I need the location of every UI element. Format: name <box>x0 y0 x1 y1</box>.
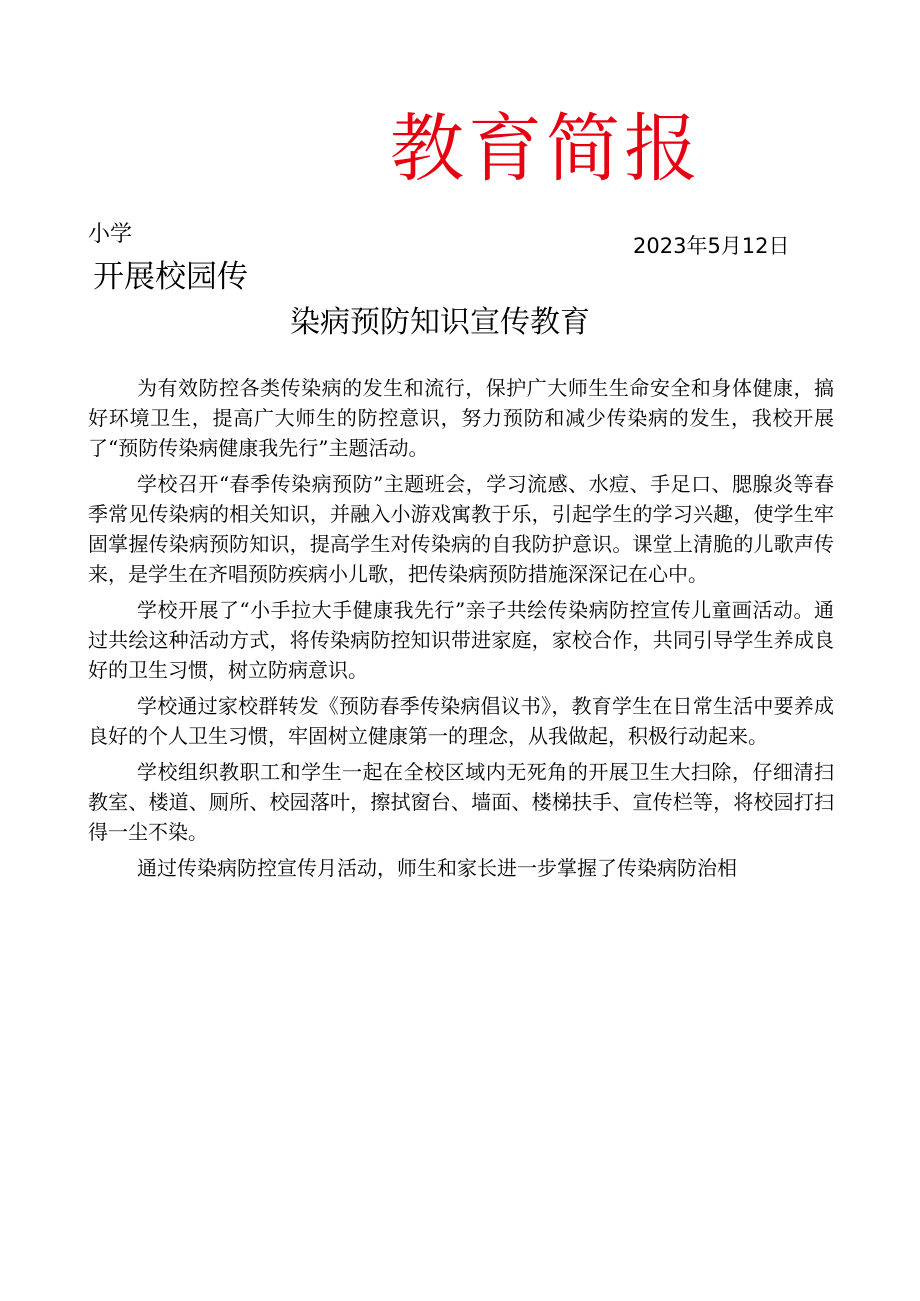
paragraph: 通过传染病防控宣传月活动，师生和家长进一步掌握了传染病防治相 <box>137 856 737 880</box>
issue-date: 2023年5月12日 <box>633 234 790 258</box>
paragraph: 学校通过家校群转发《预防春季传染病倡议书》，教育学生在日常生活中要养成良好的个人卫生习惯，牢固树立健康第一的理念，从我做起，积极行动起来。 <box>88 694 834 748</box>
article-body <box>88 373 834 889</box>
headline-line-2: 染病预防知识宣传教育 <box>290 305 590 340</box>
masthead-title: 教育简报 <box>390 106 702 192</box>
paragraph: 学校开展了“小手拉大手健康我先行”亲子共绘传染病防控宣传儿童画活动。通过共绘这种活动方式，将传染病防控知识带进家庭，家校合作，共同引导学生养成良好的卫生习惯，树立防病意识。 <box>88 598 834 682</box>
paragraph: 学校组织教职工和学生一起在全校区域内无死角的开展卫生大扫除，仔细清扫教室、楼道、厕所、校园落叶，擦拭窗台、墙面、楼梯扶手、宣传栏等，将校园打扫得一尘不染。 <box>88 760 834 844</box>
headline-line-1: 开展校园传 <box>93 259 248 295</box>
school-name: 小学 <box>88 222 133 247</box>
paragraph: 为有效防控各类传染病的发生和流行，保护广大师生生命安全和身体健康，搞好环境卫生，提高广大师生的防控意识，努力预防和减少传染病的发生，我校开展了“预防传染病健康我先行”主题活动。 <box>88 376 834 460</box>
paragraph: 学校召开“春季传染病预防”主题班会，学习流感、水痘、手足口、腮腺炎等春季常见传染病的相关知识，并融入小游戏寓教于乐，引起学生的学习兴趣，使学生牢固掌握传染病预防知识，提高学生对传染病的自我防护意识。课堂上清脆的儿歌声传来，是学生在齐唱预防疾病小儿歌，把传染病预防措施深深记在心中。 <box>88 472 834 586</box>
